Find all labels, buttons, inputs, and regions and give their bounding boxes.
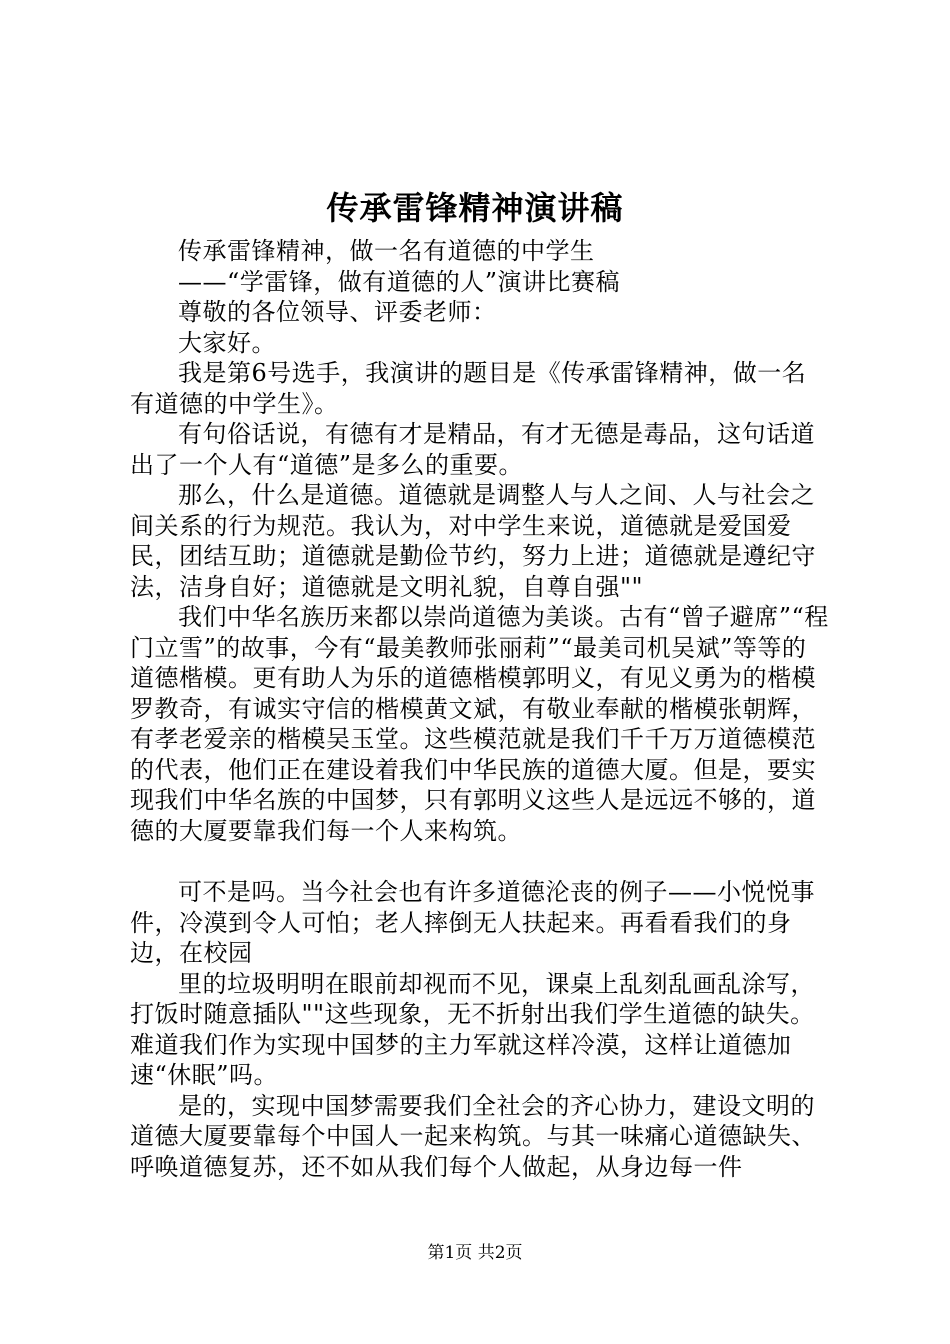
paragraph: 尊敬的各位领导、评委老师： [178,298,497,326]
page-number-footer: 第1页 共2页 [427,1243,523,1263]
document-title: 传承雷锋精神演讲稿 [326,189,624,227]
paragraph: 有句俗话说，有德有才是精品，有才无德是毒品，这句话道出了一个人有“道德”是多么的重要。 [130,420,815,479]
paragraph: 我们中华名族历来都以崇尚道德为美谈。古有“曾子避席”“程门立雪”的故事，今有“最美教师张丽莉”“最美司机吴斌”等等的道德楷模。更有助人为乐的道德楷模郭明义，有见义勇为的楷模罗教奇，有诚实守信的楷模黄文斌，有敬业奉献的楷模张朝辉，有孝老爱亲的楷模吴玉堂。这些模范就是我们千千万万道德模范的代表，他们正在建设着我们中华民族的道德大厦。但是，要实现我们中华名族的中国梦，只有郭明义这些人是远远不够的，道德的大厦要靠我们每一个人来构筑。 [130,603,829,845]
paragraph: 我是第6号选手，我演讲的题目是《传承雷锋精神，做一名有道德的中学生》。 [130,359,807,418]
paragraph: 是的，实现中国梦需要我们全社会的齐心协力，建设文明的道德大厦要靠每个中国人一起来构筑。与其一味痛心道德缺失、呼唤道德复苏，还不如从我们每个人做起，从身边每一件 [130,1091,816,1181]
paragraph: ——“学雷锋，做有道德的人”演讲比赛稿 [178,267,621,296]
paragraph: 大家好。 [178,328,276,357]
paragraph: 可不是吗。当今社会也有许多道德沦丧的例子——小悦悦事件，冷漠到令人可怕；老人摔倒无人扶起来。再看看我们的身边，在校园 [130,878,815,967]
paragraph: 传承雷锋精神，做一名有道德的中学生 [178,237,595,265]
paragraph: 那么，什么是道德。道德就是调整人与人之间、人与社会之间关系的行为规范。我认为，对中学生来说，道德就是爱国爱民，团结互助；道德就是勤俭节约，努力上进；道德就是遵纪守法，洁身自好；道德就是文明礼貌，自尊自强"" [130,481,816,601]
paragraph-gap [130,846,830,877]
paragraph: 里的垃圾明明在眼前却视而不见，课桌上乱刻乱画乱涂写，打饭时随意插队""这些现象，无不折射出我们学生道德的缺失。难道我们作为实现中国梦的主力军就这样冷漠，这样让道德加速“休眠”吗。 [130,969,815,1089]
document-body [130,236,830,1182]
